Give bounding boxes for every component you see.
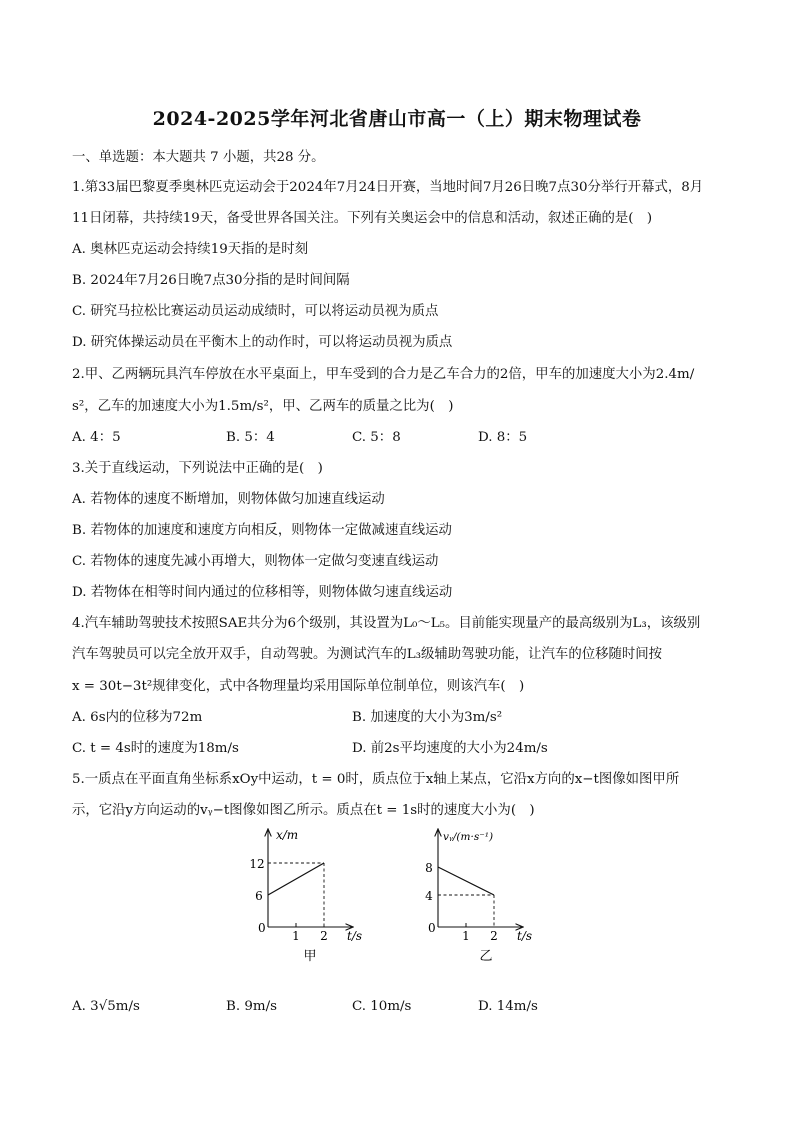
- q3-option-c: C. 若物体的速度先减小再增大，则物体一定做匀变速直线运动: [72, 554, 439, 569]
- q1-option-c: C. 研究马拉松比赛运动员运动成绩时，可以将运动员视为质点: [72, 304, 439, 319]
- y-axis-label: x/m: [276, 828, 299, 842]
- q2-stem-line2: s²，乙车的加速度大小为1.5m/s²，甲、乙两车的质量之比为( ): [72, 399, 454, 414]
- q5-stem-line1: 5.一质点在平面直角坐标系xOy中运动，t = 0时，质点位于x轴上某点，它沿x方向的x−t图像如图甲所: [72, 772, 680, 787]
- q4-option-b: B. 加速度的大小为3m/s²: [352, 710, 503, 725]
- vy-t-line: [438, 867, 494, 895]
- section-heading: 一、单选题：本大题共 7 小题，共28 分。: [72, 150, 325, 165]
- q4-option-d: D. 前2s平均速度的大小为24m/s: [352, 741, 548, 756]
- graph-yi-vy-t: [410, 822, 560, 967]
- graph-caption-jia: 甲: [303, 949, 317, 964]
- q4-option-c: C. t = 4s时的速度为18m/s: [72, 741, 239, 756]
- q1-option-d: D. 研究体操运动员在平衡木上的动作时，可以将运动员视为质点: [72, 335, 453, 350]
- y-axis-label: vᵧ/(m·s⁻¹): [443, 831, 494, 843]
- q2-stem-line1: 2.甲、乙两辆玩具汽车停放在水平桌面上，甲车受到的合力是乙车合力的2倍，甲车的加速度大小为2.4m/: [72, 367, 695, 382]
- q3-option-a: A. 若物体的速度不断增加，则物体做匀加速直线运动: [72, 492, 385, 507]
- q4-stem-line2: 汽车驾驶员可以完全放开双手，自动驾驶。为测试汽车的L₃级辅助驾驶功能，让汽车的位移随时间按: [72, 647, 663, 662]
- q5-stem-line2: 示，它沿y方向运动的vᵧ−t图像如图乙所示。质点在t = 1s时的速度大小为( ): [72, 803, 535, 818]
- page-title: 2024-2025学年河北省唐山市高一（上）期末物理试卷: [152, 108, 642, 130]
- x-axis-label: t/s: [347, 929, 363, 943]
- q1-stem-line1: 1.第33届巴黎夏季奥林匹克运动会于2024年7月24日开赛，当地时间7月26日晚7点30分举行开幕式，8月: [72, 180, 704, 195]
- xtick-1: 1: [462, 929, 470, 943]
- q2-option-d: D. 8：5: [478, 430, 528, 445]
- x-t-line: [268, 863, 324, 895]
- graph-caption-yi: 乙: [479, 949, 493, 964]
- q3-option-d: D. 若物体在相等时间内通过的位移相等，则物体做匀速直线运动: [72, 585, 453, 600]
- x-axis-label: t/s: [517, 929, 533, 943]
- q2-option-a: A. 4：5: [72, 430, 121, 445]
- q2-option-c: C. 5：8: [352, 430, 401, 445]
- xtick-1: 1: [292, 929, 300, 943]
- q5-option-c: C. 10m/s: [352, 999, 412, 1014]
- q1-option-a: A. 奥林匹克运动会持续19天指的是时刻: [72, 242, 309, 257]
- origin-label: 0: [428, 921, 436, 935]
- q4-stem-line1: 4.汽车辅助驾驶技术按照SAE共分为6个级别，其设置为L₀～L₅。目前能实现量产的最高级别为L₃，该级别: [72, 616, 701, 631]
- q5-option-b: B. 9m/s: [226, 999, 277, 1014]
- ytick-4: 4: [425, 889, 433, 903]
- q5-option-d: D. 14m/s: [478, 999, 538, 1014]
- q3-option-b: B. 若物体的加速度和速度方向相反，则物体一定做减速直线运动: [72, 523, 452, 538]
- q5-option-a: A. 3√5m/s: [72, 999, 140, 1014]
- graph-jia-x-t: [240, 822, 380, 967]
- q4-stem-line3: x = 30t−3t²规律变化，式中各物理量均采用国际单位制单位，则该汽车( ): [72, 679, 525, 694]
- q1-option-b: B. 2024年7月26日晚7点30分指的是时间间隔: [72, 273, 350, 288]
- xtick-2: 2: [490, 929, 498, 943]
- ytick-12: 12: [249, 857, 265, 871]
- ytick-6: 6: [255, 889, 263, 903]
- q3-stem: 3.关于直线运动，下列说法中正确的是( ): [72, 461, 323, 476]
- q4-option-a: A. 6s内的位移为72m: [72, 710, 203, 725]
- xtick-2: 2: [320, 929, 328, 943]
- origin-label: 0: [258, 921, 266, 935]
- q2-option-b: B. 5：4: [226, 430, 275, 445]
- q1-stem-line2: 11日闭幕，共持续19天，备受世界各国关注。下列有关奥运会中的信息和活动，叙述正确的是( ): [72, 211, 653, 226]
- ytick-8: 8: [425, 861, 433, 875]
